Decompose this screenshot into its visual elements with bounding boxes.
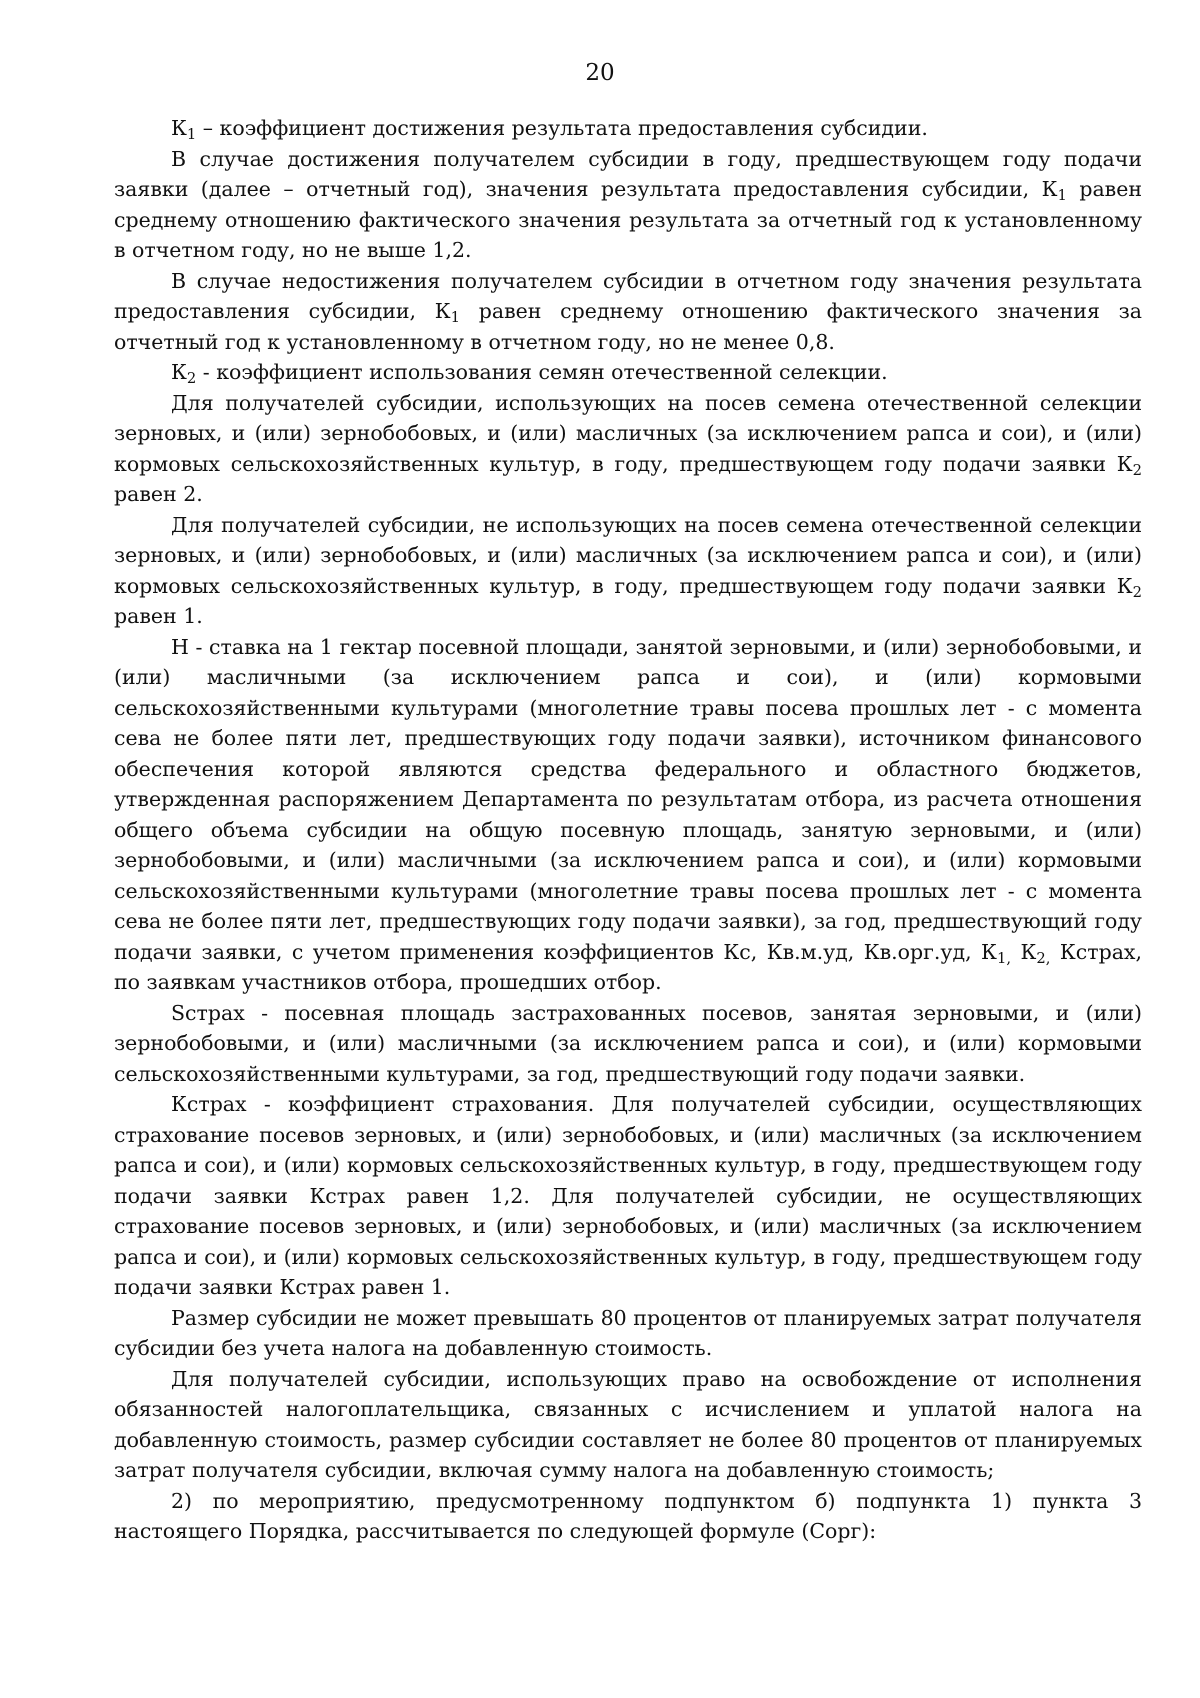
paragraph-k1-non-achievement	[114, 266, 1142, 358]
text-segment: В случае недостижения получателем субсидии в отчетном году значения результата предоставления субсидии, К	[114, 268, 1142, 323]
text-segment: 2) по мероприятию, предусмотренному подпунктом б) подпункта 1) пункта 3 настоящего Порядка, рассчитывается по следующей формуле (Сорг):	[114, 1488, 1142, 1543]
text-segment: К	[171, 116, 187, 140]
text-segment: равен среднему отношению фактического значения за отчетный год к установленному в отчетном году, но не менее 0,8.	[114, 299, 1142, 354]
text-segment: Sстрах - посевная площадь застрахованных посевов, занятая зерновыми, и (или) зернобобовыми, и (или) масличными (за исключением рапса и сои), и (или) кормовыми сельскохозяйственными культурами, за год, предшествующий году подачи заявки.	[114, 1000, 1142, 1086]
subscript: 1	[1057, 187, 1067, 205]
paragraph-k2-domestic-seeds	[114, 388, 1142, 510]
text-segment: Размер субсидии не может превышать 80 процентов от планируемых затрат получателя субсидии без учета налога на добавленную стоимость.	[114, 1305, 1142, 1360]
paragraph-subsidy-limit	[114, 1303, 1142, 1364]
text-segment: равен 1.	[114, 604, 203, 628]
paragraph-insured-area	[114, 998, 1142, 1090]
subscript: 1	[186, 126, 197, 144]
text-segment: К	[171, 360, 187, 384]
paragraph-k1-definition	[114, 113, 1142, 144]
text-segment: Для получателей субсидии, использующих на посев семена отечественной селекции зерновых, и (или) зернобобовых, и (или) масличных (за исключением рапса и сои), и (или) кормовых сельскохозяйственных культур, в году, предшествующем году подачи заявки К	[114, 390, 1142, 476]
paragraph-k2-no-domestic-seeds	[114, 510, 1142, 632]
text-segment: К	[1011, 939, 1037, 964]
document-body	[114, 113, 1142, 1547]
text-segment: Н - ставка на 1 гектар посевной площади, занятой зерновыми, и (или) зернобобовыми, и (или) масличными (за исключением рапса и сои), и (или) кормовыми сельскохозяйственными культурами (многолетние травы посева прошлых лет - с момента сева не более пяти лет, предшествующих году подачи заявки), источником финансового обеспечения которой являются средства федерального и областного бюджетов, утвержденная распоряжением Департамента по результатам отбора, из расчета отношения общего объема субсидии на общую посевную площадь, занятую зерновыми, и (или) зернобобовыми, и (или) масличными (за исключением рапса и сои), и (или) кормовыми сельскохозяйственными культурами (многолетние травы посева прошлых лет - с момента сева не более пяти лет, предшествующих году подачи заявки), за год, предшествующий году подачи заявки, с учетом применения коэффициентов Кс, Кв.м.уд, Кв.орг.уд, К	[114, 634, 1142, 964]
subscript: 2	[1132, 583, 1142, 601]
text-segment: Для получателей субсидии, не использующих на посев семена отечественной селекции зерновых, и (или) зернобобовых, и (или) масличных (за исключением рапса и сои), и (или) кормовых сельскохозяйственных культур, в году, предшествующем году подачи заявки К	[114, 512, 1142, 598]
text-segment: равен среднему отношению фактического значения результата за отчетный год к установленному в отчетном году, но не выше 1,2.	[114, 177, 1142, 262]
subscript: 2,	[1036, 949, 1051, 967]
text-segment: В случае достижения получателем субсидии в году, предшествующем году подачи заявки (далее – отчетный год), значения результата предоставления субсидии, К	[114, 146, 1142, 201]
subscript: 2	[186, 370, 197, 388]
page-number: 20	[585, 60, 615, 86]
subscript: 1	[450, 309, 461, 327]
text-segment: равен 2.	[114, 482, 203, 506]
paragraph-k1-achievement	[114, 144, 1142, 266]
paragraph-vat-exemption	[114, 1364, 1142, 1486]
text-segment: Для получателей субсидии, использующих право на освобождение от исполнения обязанностей налогоплательщика, связанных с исчислением и уплатой налога на добавленную стоимость, размер субсидии составляет не более 80 процентов от планируемых затрат получателя субсидии, включая сумму налога на добавленную стоимость;	[114, 1366, 1142, 1482]
text-segment: Кстрах, по заявкам участников отбора, прошедших отбор.	[114, 939, 1142, 994]
paragraph-insurance-coefficient	[114, 1089, 1142, 1303]
text-segment: Кстрах - коэффициент страхования. Для получателей субсидии, осуществляющих страхование посевов зерновых, и (или) зернобобовых, и (или) масличных (за исключением рапса и сои), и (или) кормовых сельскохозяйственных культур, в году, предшествующем году подачи заявки Кстрах равен 1,2. Для получателей субсидии, не осуществляющих страхование посевов зерновых, и (или) зернобобовых, и (или) масличных (за исключением рапса и сои), и (или) кормовых сельскохозяйственных культур, в году, предшествующем году подачи заявки Кстрах равен 1.	[114, 1092, 1142, 1299]
paragraph-k2-definition	[114, 357, 1142, 388]
subscript: 2	[1132, 461, 1142, 479]
paragraph-formula-intro	[114, 1486, 1142, 1547]
text-segment: – коэффициент достижения результата предоставления субсидии.	[196, 116, 928, 140]
paragraph-rate-definition	[114, 632, 1142, 998]
subscript: 1,	[996, 949, 1012, 967]
text-segment: - коэффициент использования семян отечественной селекции.	[196, 360, 888, 384]
